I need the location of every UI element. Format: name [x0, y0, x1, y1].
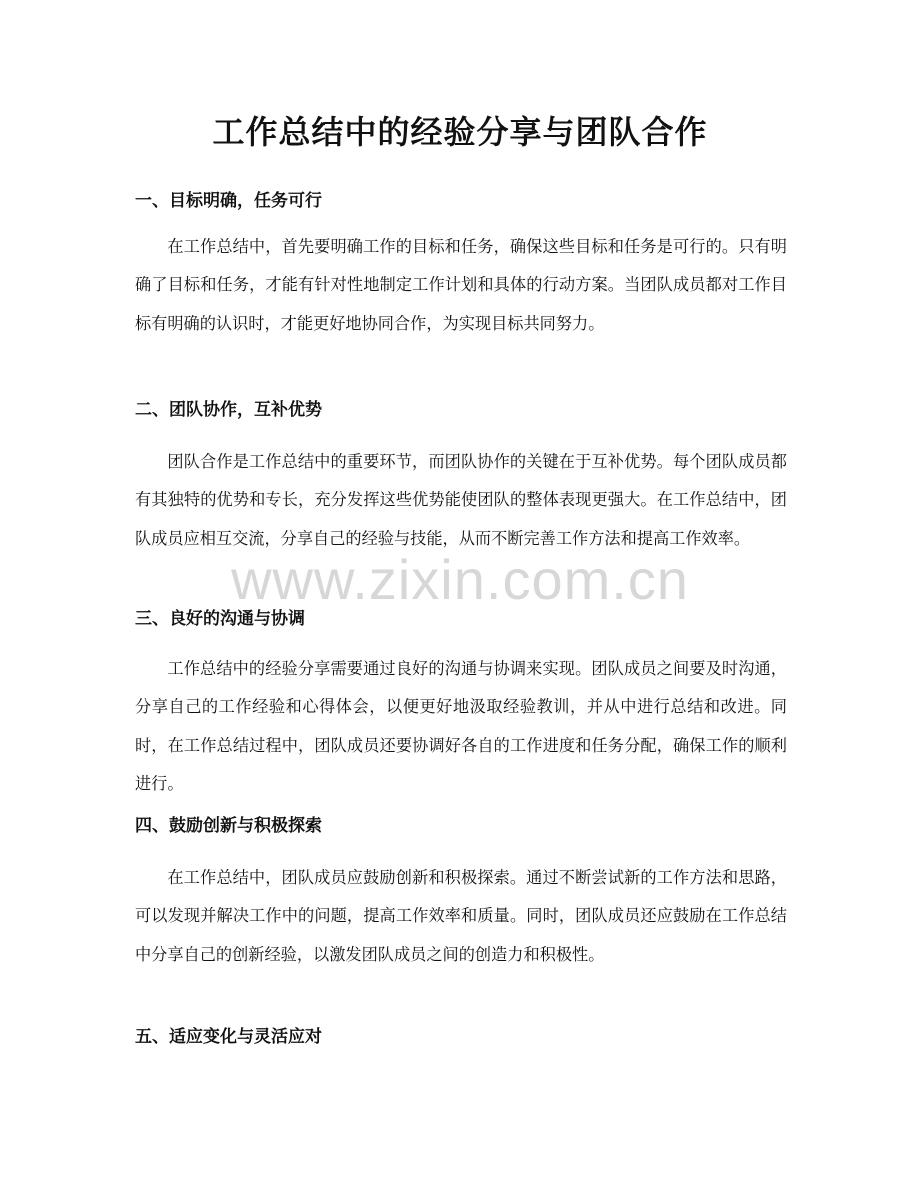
- section-1-paragraph: 在工作总结中，首先要明确工作的目标和任务，确保这些目标和任务是可行的。只有明确了目标和任务，才能有针对性地制定工作计划和具体的行动方案。当团队成员都对工作目标有明确的认识时，才能更好地协同合作，为实现目标共同努力。: [135, 237, 787, 333]
- page-title: 工作总结中的经验分享与团队合作: [212, 113, 708, 151]
- section-5-heading: 五、适应变化与灵活应对: [135, 1027, 322, 1047]
- section-3-paragraph: 工作总结中的经验分享需要通过良好的沟通与协调来实现。团队成员之间要及时沟通，分享自己的工作经验和心得体会，以便更好地汲取经验教训，并从中进行总结和改进。同时，在工作总结过程中，团队成员还要协调好各自的工作进度和任务分配，确保工作的顺利进行。: [135, 659, 787, 793]
- section-4-paragraph: 在工作总结中，团队成员应鼓励创新和积极探索。通过不断尝试新的工作方法和思路，可以发现并解决工作中的问题，提高工作效率和质量。同时，团队成员还应鼓励在工作总结中分享自己的创新经验，以激发团队成员之间的创造力和积极性。: [135, 868, 787, 964]
- watermark: www.zixin.com.cn: [231, 548, 689, 611]
- section-2-paragraph: 团队合作是工作总结中的重要环节，而团队协作的关键在于互补优势。每个团队成员都有其独特的优势和专长，充分发挥这些优势能使团队的整体表现更强大。在工作总结中，团队成员应相互交流，分享自己的经验与技能，从而不断完善工作方法和提高工作效率。: [135, 452, 787, 548]
- section-2-heading: 二、团队协作，互补优势: [135, 400, 322, 420]
- section-4-heading: 四、鼓励创新与积极探索: [135, 816, 322, 836]
- section-3-heading: 三、良好的沟通与协调: [135, 609, 305, 629]
- section-1-heading: 一、目标明确，任务可行: [135, 191, 322, 211]
